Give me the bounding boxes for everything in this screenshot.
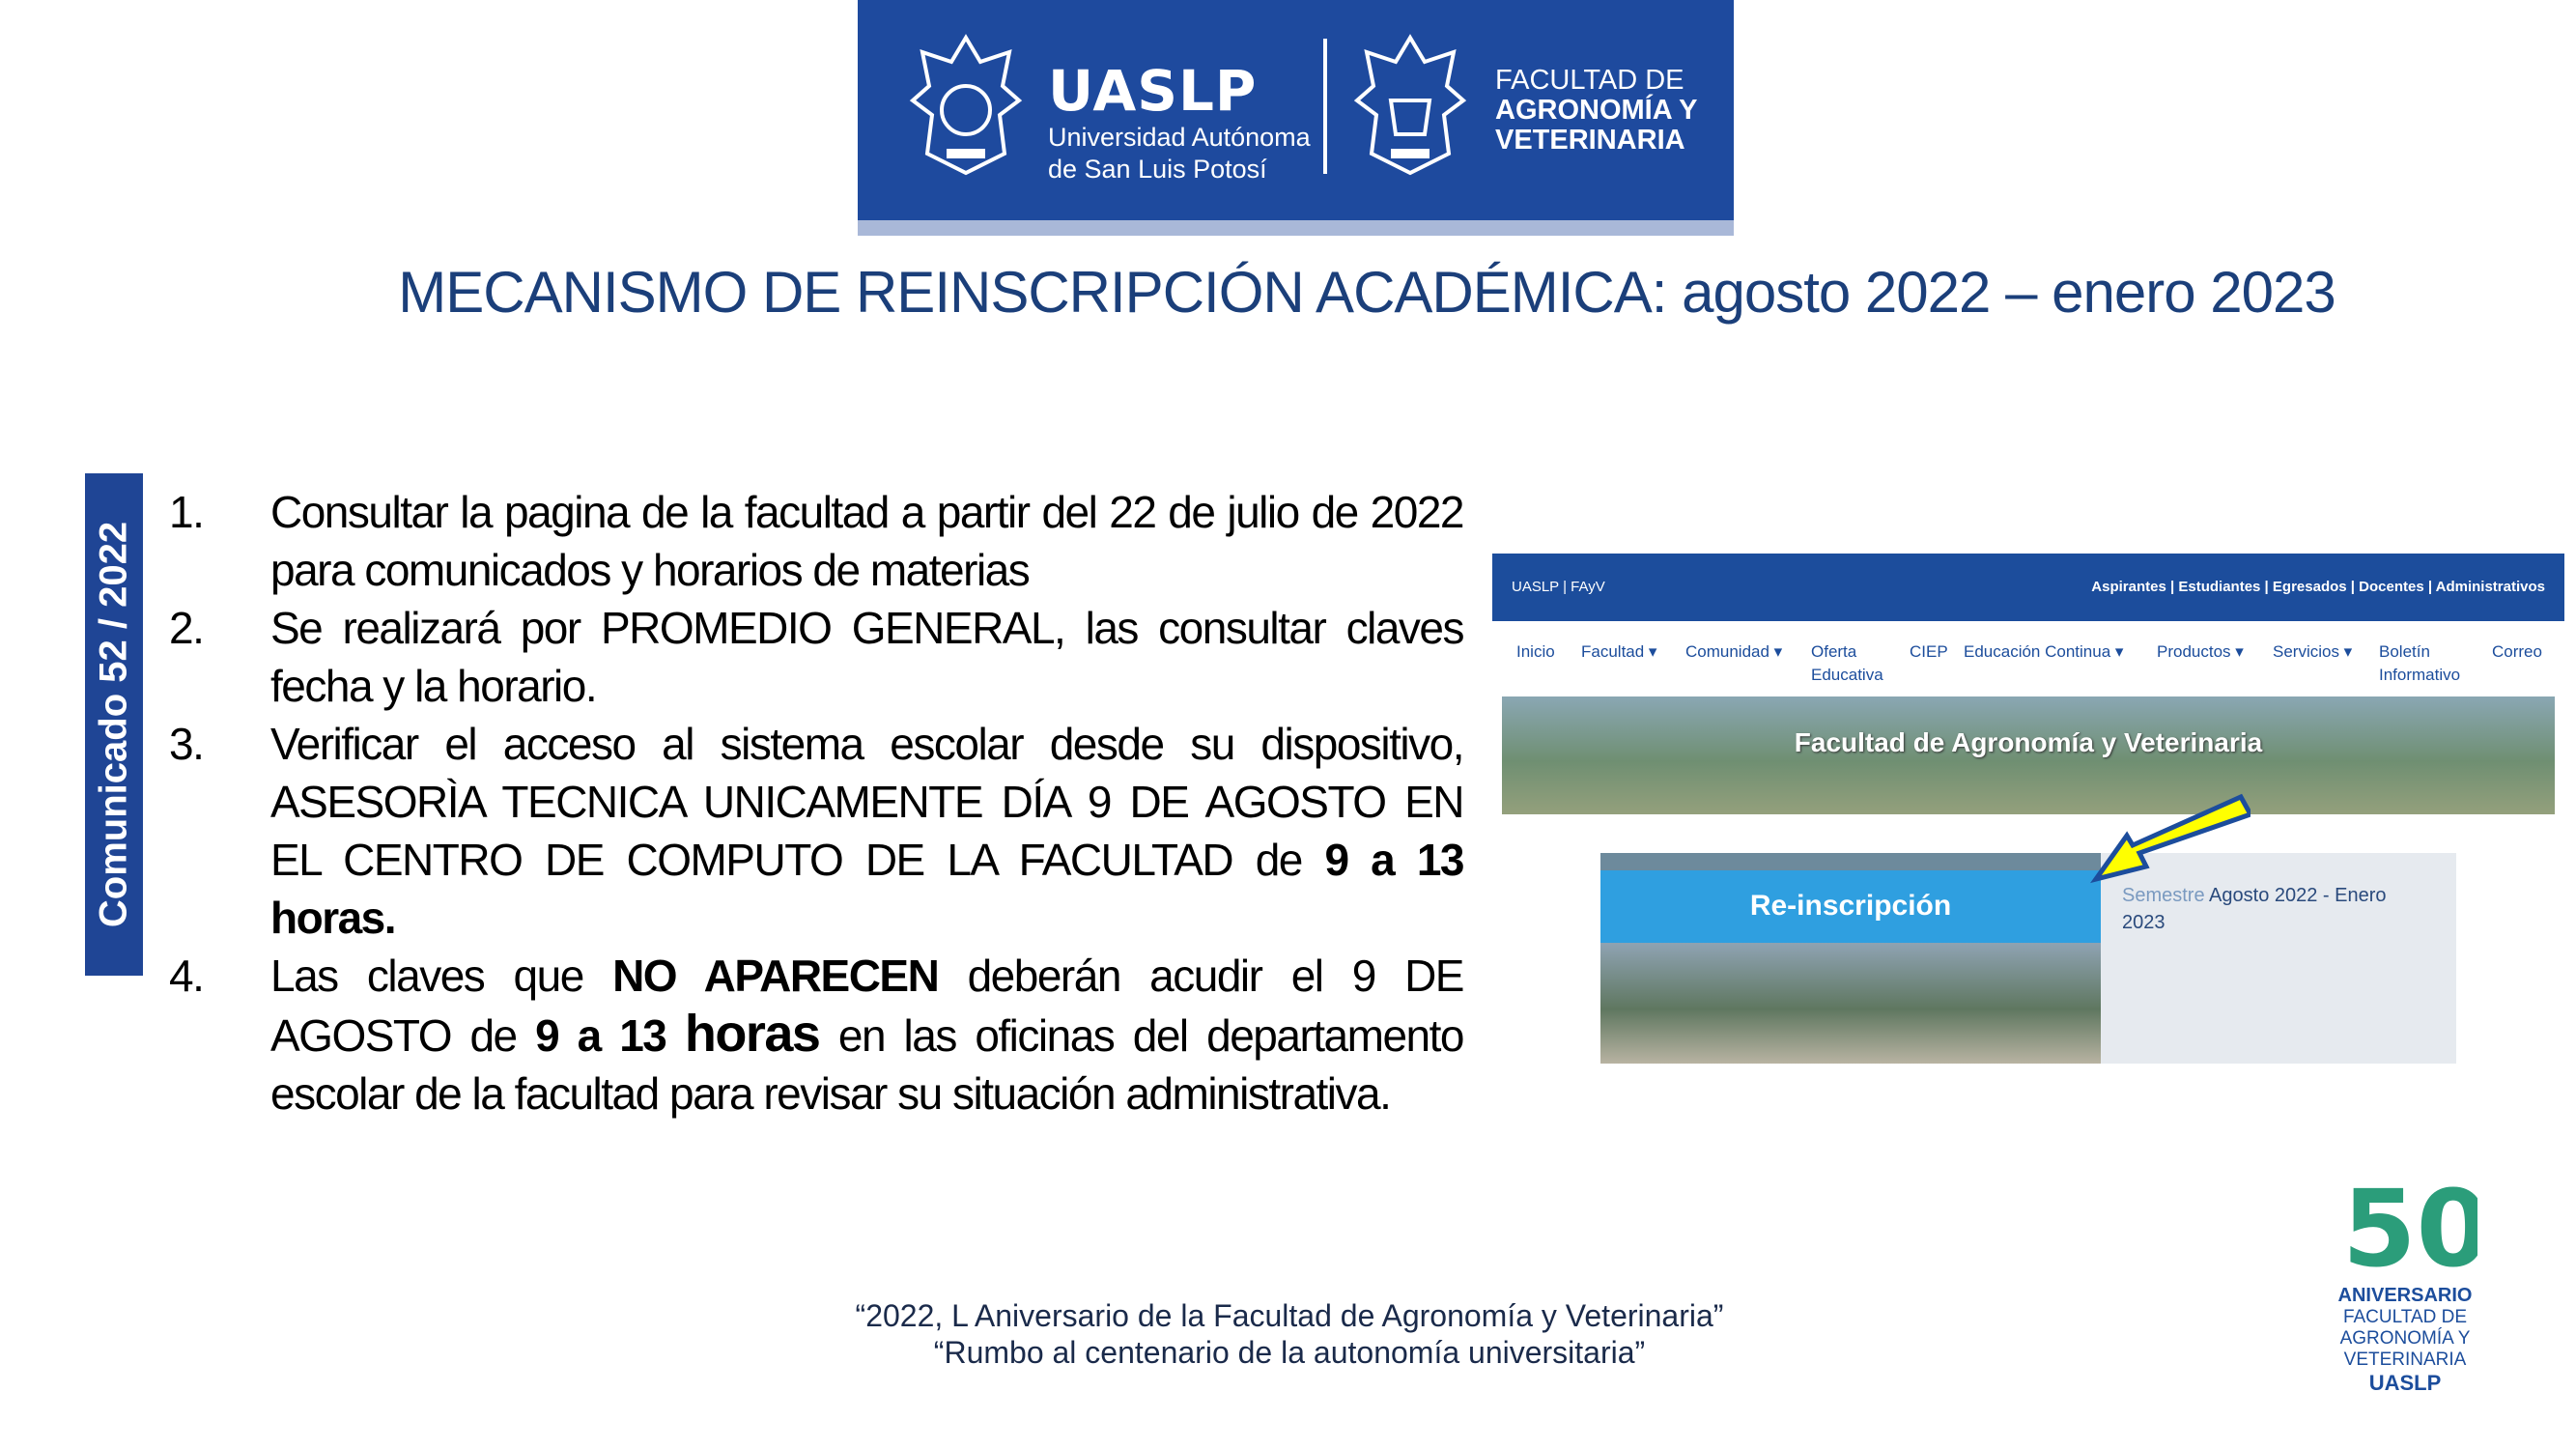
site-nav-productos[interactable]: Productos ▾	[2157, 642, 2244, 661]
site-nav-inicio[interactable]: Inicio	[1516, 642, 1555, 661]
reinscripcion-card[interactable]: Re-inscripción	[1600, 853, 2101, 1064]
site-nav-educacion[interactable]: Educación Continua ▾	[1964, 642, 2124, 661]
site-nav-boletin[interactable]: Boletín Informativo	[2379, 642, 2461, 684]
aniversario-logo: 50 ANIVERSARIO FACULTAD DE AGRONOMÍA Y VETERINARIA UASLP	[2279, 1169, 2531, 1386]
brand-faculty: FACULTAD DE AGRONOMÍA Y VETERINARIA	[1495, 65, 1698, 156]
list-item: 2. Se realizará por PROMEDIO GENERAL, las consultar claves fecha y la horario.	[169, 603, 1463, 711]
site-nav-servicios[interactable]: Servicios ▾	[2273, 642, 2353, 661]
site-hero-image: Facultad de Agronomía y Veterinaria	[1502, 696, 2555, 814]
brand-university: Universidad Autónoma de San Luis Potosí	[1048, 123, 1311, 184]
fifty-icon	[2333, 1169, 2477, 1280]
list-item: 3. Verificar el acceso al sistema escolar desde su dispositivo, ASESORÌA TECNICA UNICAMENTE DÍA 9 DE AGOSTO EN EL CENTRO DE COMPUTO DE LA FACULTAD de 9 a 13 horas.	[169, 719, 1463, 943]
side-label: Comunicado 52 / 2022	[85, 473, 143, 976]
pointer-arrow-icon	[2086, 787, 2250, 884]
brand-uaslp: UASLP	[1048, 58, 1258, 124]
site-nav-correo[interactable]: Correo	[2492, 642, 2542, 661]
list-item: 4. Las claves que NO APARECEN deberán acudir el 9 DE AGOSTO de 9 a 13 horas en las oficinas del departamento escolar de la facultad para revisar su situación administrativa.	[169, 951, 1463, 1119]
site-nav-oferta[interactable]: Oferta Educativa	[1811, 642, 1883, 684]
site-nav-comunidad[interactable]: Comunidad ▾	[1685, 642, 1783, 661]
svg-text:50: 50	[2342, 1169, 2477, 1280]
list-item: 1. Consultar la pagina de la facultad a partir del 22 de julio de 2022 para comunicados y horarios de materias	[169, 487, 1463, 595]
footer-quotes: “2022, L Aniversario de la Facultad de Agronomía y Veterinaria” “Rumbo al centenario de la autonomía universitaria”	[855, 1298, 1724, 1370]
site-nav-ciep[interactable]: CIEP	[1910, 642, 1948, 661]
site-nav-facultad[interactable]: Facultad ▾	[1581, 642, 1657, 661]
semester-card: Semestre Agosto 2022 - Enero 2023	[2101, 853, 2456, 1064]
page-title: MECANISMO DE REINSCRIPCIÓN ACADÉMICA: agosto 2022 – enero 2023	[398, 260, 2335, 325]
site-topbar: UASLP | FAyV Aspirantes | Estudiantes | Egresados | Docentes | Administrativos	[1492, 554, 2564, 621]
